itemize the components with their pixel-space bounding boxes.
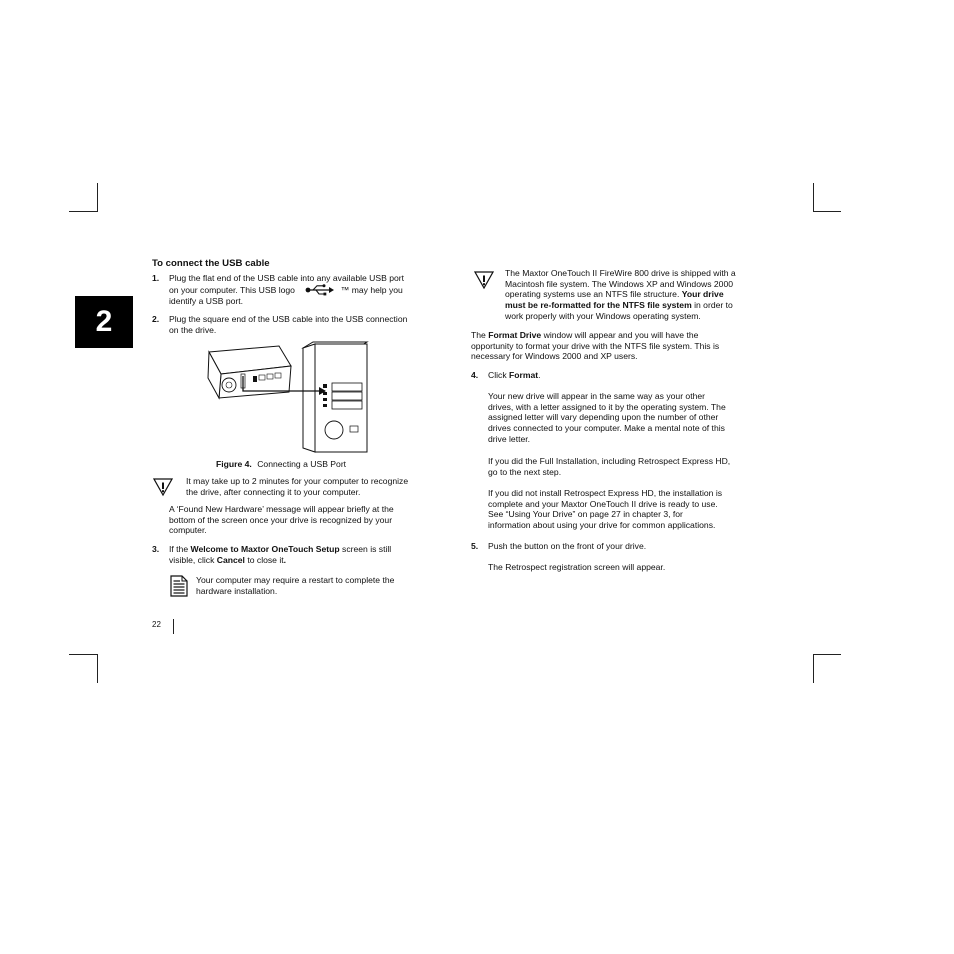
crop-mark xyxy=(69,654,98,655)
found-hardware-paragraph xyxy=(169,504,449,536)
text-line: computer. xyxy=(169,525,207,536)
step-5-text: Push the button on the front of your drive. xyxy=(488,541,647,551)
usb-connection-illustration xyxy=(205,340,370,455)
text-fragment: If the xyxy=(169,544,189,554)
text-line: Plug the flat end of the USB cable into any available USB port xyxy=(169,273,405,283)
registration-paragraph: The Retrospect registration screen will appear. xyxy=(488,562,666,572)
text-line: Plug the square end of the USB cable into the USB connection xyxy=(169,314,408,324)
text-line xyxy=(471,330,766,341)
text-fragment: on your computer. This USB logo xyxy=(169,284,295,295)
step-number: 3. xyxy=(152,544,160,554)
text-line: A ‘Found New Hardware’ message will appear briefly at the xyxy=(169,504,394,514)
text-line: go to the next step. xyxy=(488,466,562,477)
chapter-tab: 2 xyxy=(75,296,133,348)
text-line: necessary for Windows 2000 and XP users. xyxy=(471,351,638,362)
usb-logo-icon xyxy=(305,284,335,296)
caution-icon xyxy=(474,270,494,295)
text-line xyxy=(505,289,770,300)
text-line xyxy=(169,544,449,555)
new-drive-paragraph xyxy=(488,391,768,445)
crop-mark xyxy=(813,211,841,212)
page-number: 22 xyxy=(152,620,161,629)
text-line: complete and your Maxtor OneTouch II drive is ready to use. xyxy=(488,498,718,509)
text-line: identify a USB port. xyxy=(169,295,244,306)
text-line xyxy=(505,300,770,311)
text-line: It may take up to 2 minutes for your computer to recognize xyxy=(186,476,409,486)
note-icon xyxy=(170,575,188,602)
format-term: Format xyxy=(509,370,539,380)
text-line xyxy=(169,284,449,296)
step-number: 4. xyxy=(471,370,479,380)
page-number-rule xyxy=(173,619,174,634)
text-fragment: ™ may help you xyxy=(340,284,403,295)
text-line: hardware installation. xyxy=(196,585,278,596)
text-line: Your new drive will appear in the same way as your other xyxy=(488,391,706,401)
text-fragment: . xyxy=(283,554,287,565)
text-line: Macintosh file system. The Windows XP and Windows 2000 xyxy=(505,278,733,289)
no-install-paragraph xyxy=(488,488,768,531)
text-line: If you did not install Retrospect Express HD, the installation is xyxy=(488,488,723,498)
text-line: information about using your drive for common applications. xyxy=(488,520,716,531)
text-line: on the drive. xyxy=(169,324,217,335)
text-line: Your computer may require a restart to complete the xyxy=(196,575,395,585)
text-fragment: The xyxy=(471,330,486,340)
text-line: drives, with a letter assigned to it by the operating system. The xyxy=(488,401,726,412)
format-drive-paragraph xyxy=(471,330,766,362)
crop-mark xyxy=(97,183,98,212)
text-line: drive letter. xyxy=(488,433,531,444)
text-fragment: . xyxy=(538,370,541,380)
text-line: See “Using Your Drive” on page 27 in chapter 3, for xyxy=(488,509,683,520)
text-line: work properly with your Windows operating system. xyxy=(505,310,701,321)
text-line: If you did the Full Installation, including Retrospect Express HD, xyxy=(488,456,731,466)
figure-label: Figure 4. xyxy=(216,459,252,469)
caution-icon xyxy=(153,477,173,502)
text-fragment: to close it xyxy=(247,554,284,565)
text-fragment: operating systems use an NTFS file structure. xyxy=(505,289,680,300)
note-text xyxy=(196,575,456,596)
text-fragment: in order to xyxy=(694,300,733,311)
text-line: opportunity to format your drive with the NTFS file system. This is xyxy=(471,340,720,351)
step-number: 5. xyxy=(471,541,479,551)
cancel-term: Cancel xyxy=(216,554,245,565)
format-drive-term: Format Drive xyxy=(488,330,542,340)
text-fragment: Your drive xyxy=(681,289,724,300)
step-3-text xyxy=(169,544,449,565)
step-4-text xyxy=(488,370,768,381)
caution-text xyxy=(186,476,456,497)
step-number: 2. xyxy=(152,314,160,324)
text-line: bottom of the screen once your drive is recognized by your xyxy=(169,514,393,525)
step-1-text xyxy=(169,273,449,306)
text-line: the drive, after connecting it to your computer. xyxy=(186,486,361,497)
setup-screen-name: Welcome to Maxtor OneTouch Setup xyxy=(190,544,340,554)
text-fragment: window will appear and you will have the xyxy=(543,330,699,340)
text-line xyxy=(488,370,768,381)
text-line: assigned letter will vary depending upon the number of other xyxy=(488,412,719,423)
text-line: The Maxtor OneTouch II FireWire 800 drive is shipped with a xyxy=(505,268,736,278)
crop-mark xyxy=(69,211,98,212)
crop-mark xyxy=(813,654,841,655)
full-install-paragraph xyxy=(488,456,768,477)
text-fragment: screen is still xyxy=(342,544,392,554)
step-number: 1. xyxy=(152,273,160,283)
crop-mark xyxy=(97,654,98,683)
text-line xyxy=(169,555,449,566)
text-fragment: visible, click xyxy=(169,554,215,565)
text-line: drives connected to your computer. Make a mental note of this xyxy=(488,423,725,434)
caution-ntfs-text xyxy=(505,268,770,322)
text-fragment: Click xyxy=(488,370,507,380)
figure-caption-text: Connecting a USB Port xyxy=(257,459,347,469)
figure-caption xyxy=(216,459,346,470)
text-fragment: must be re-formatted for the NTFS file system xyxy=(505,300,692,311)
crop-mark xyxy=(813,183,814,212)
crop-mark xyxy=(813,654,814,683)
step-2-text xyxy=(169,314,449,335)
section-heading: To connect the USB cable xyxy=(152,258,270,269)
